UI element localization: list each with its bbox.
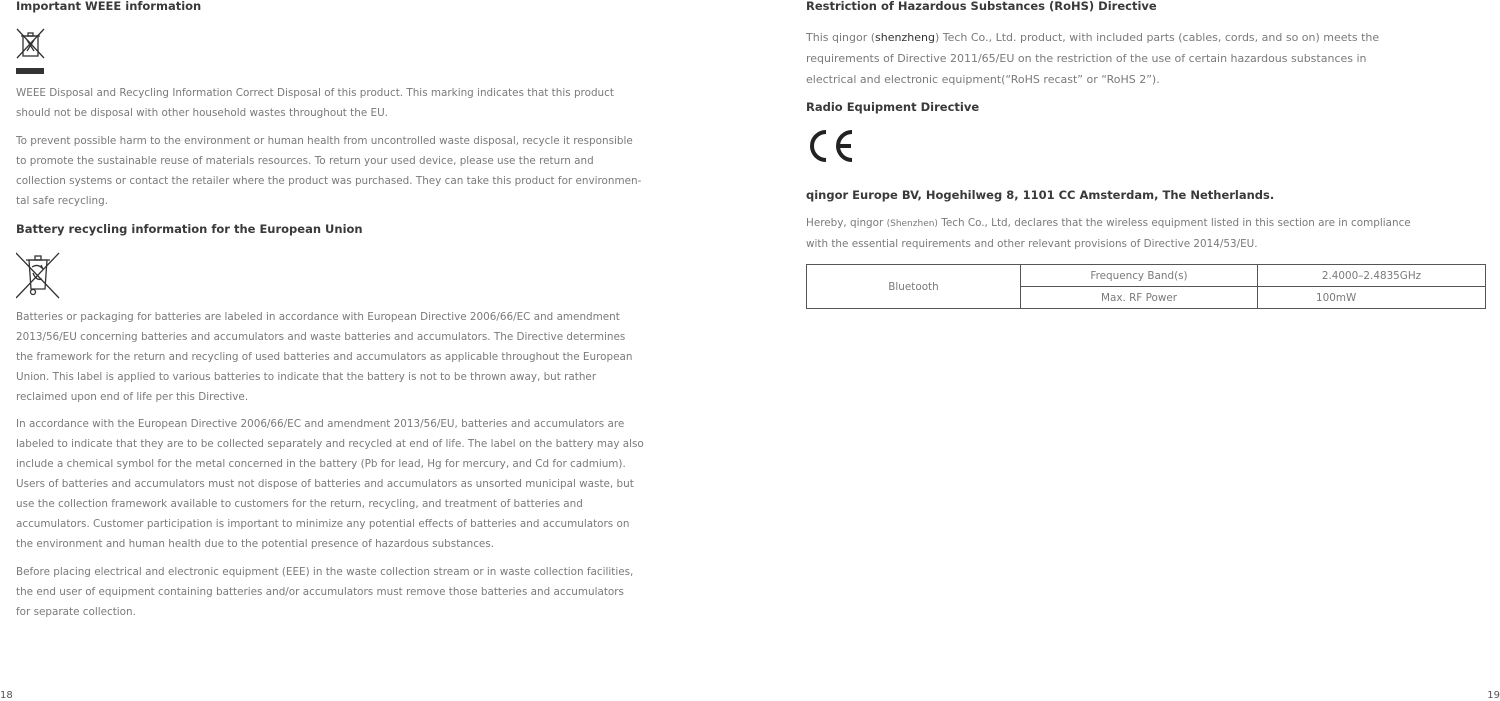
declaration-paragraph: Hereby, qingor (Shenzhen) Tech Co., Ltd, declares that the wireless equipment listed in this section are in compliance with the essential requirements and other relevant provisions of Directive 2014/53/EU. [806, 217, 1411, 250]
rf-table [806, 264, 1486, 309]
table-cell-tech: Bluetooth [807, 265, 1021, 309]
battery-paragraph-2: In accordance with the European Directive 2006/66/EC and amendment 2013/56/EU, batteries and accumulators are labeled to indicate that they are to be collected separately and recycled at end of life. The label on the battery may also include a chemical symbol for the metal concerned in the battery (Pb for lead, Hg for mercury, and Cd for cadmium). Users of batteries and accumulators must not dispose of batteries and accumulators as unsorted municipal waste, but use the collection framework available to customers for the return, recycling, and treatment of batteries and accumulators. Customer participation is important to minimize any potential effects of batteries and accumulators on the environment and human health due to the potential presence of hazardous substances. [16, 418, 644, 550]
red-heading: Radio Equipment Directive [806, 100, 980, 114]
table-cell-param: Max. RF Power [1021, 287, 1258, 309]
rohs-heading: Restriction of Hazardous Substances (RoHS) Directive [806, 0, 1157, 13]
battery-bin-icon [16, 251, 60, 299]
table-row [807, 265, 1486, 287]
table-cell-value: 100mW [1258, 287, 1486, 309]
table-cell-value: 2.4000–2.4835GHz [1258, 265, 1486, 287]
table-cell-param: Frequency Band(s) [1021, 265, 1258, 287]
ce-mark-icon [806, 128, 858, 164]
battery-paragraph-1: Batteries or packaging for batteries are labeled in accordance with European Directive 2006/66/EC and amendment 2013/56/EU concerning batteries and accumulators and waste batteries and accumulators. The Directive determines the framework for the return and recycling of used batteries and accumulators as applicable throughout the European Union. This label is applied to various batteries to indicate that the battery is not to be thrown away, but rather reclaimed upon end of life per this Directive. [16, 311, 633, 403]
weee-paragraph-1: WEEE Disposal and Recycling Information Correct Disposal of this product. This marking indicates that this product should not be disposal with other household wastes throughout the EU. [16, 87, 614, 119]
page-number-left: 18 [0, 690, 13, 701]
weee-paragraph-2: To prevent possible harm to the environment or human health from uncontrolled waste disposal, recycle it responsible to promote the sustainable reuse of materials resources. To return your used device, please use the return and collection systems or contact the retailer where the product was purchased. They can take this product for environmen- tal safe recycling. [16, 135, 642, 207]
battery-heading: Battery recycling information for the European Union [16, 222, 363, 236]
weee-bin-icon [16, 27, 46, 75]
battery-paragraph-3: Before placing electrical and electronic equipment (EEE) in the waste collection stream or in waste collection facilities, the end user of equipment containing batteries and/or accumulators must remove those batteries and accumulators for separate collection. [16, 566, 634, 618]
eu-address: qingor Europe BV, Hogehilweg 8, 1101 CC Amsterdam, The Netherlands. [806, 188, 1275, 202]
rohs-paragraph: This qingor (shenzheng) Tech Co., Ltd. product, with included parts (cables, cords, and so on) meets the requirements of Directive 2011/65/EU on the restriction of the use of certain hazardous substances in electrical and electronic equipment(“RoHS recast” or “RoHS 2”). [806, 31, 1380, 86]
page-number-right: 19 [1487, 690, 1500, 701]
weee-heading: Important WEEE information [16, 0, 202, 13]
